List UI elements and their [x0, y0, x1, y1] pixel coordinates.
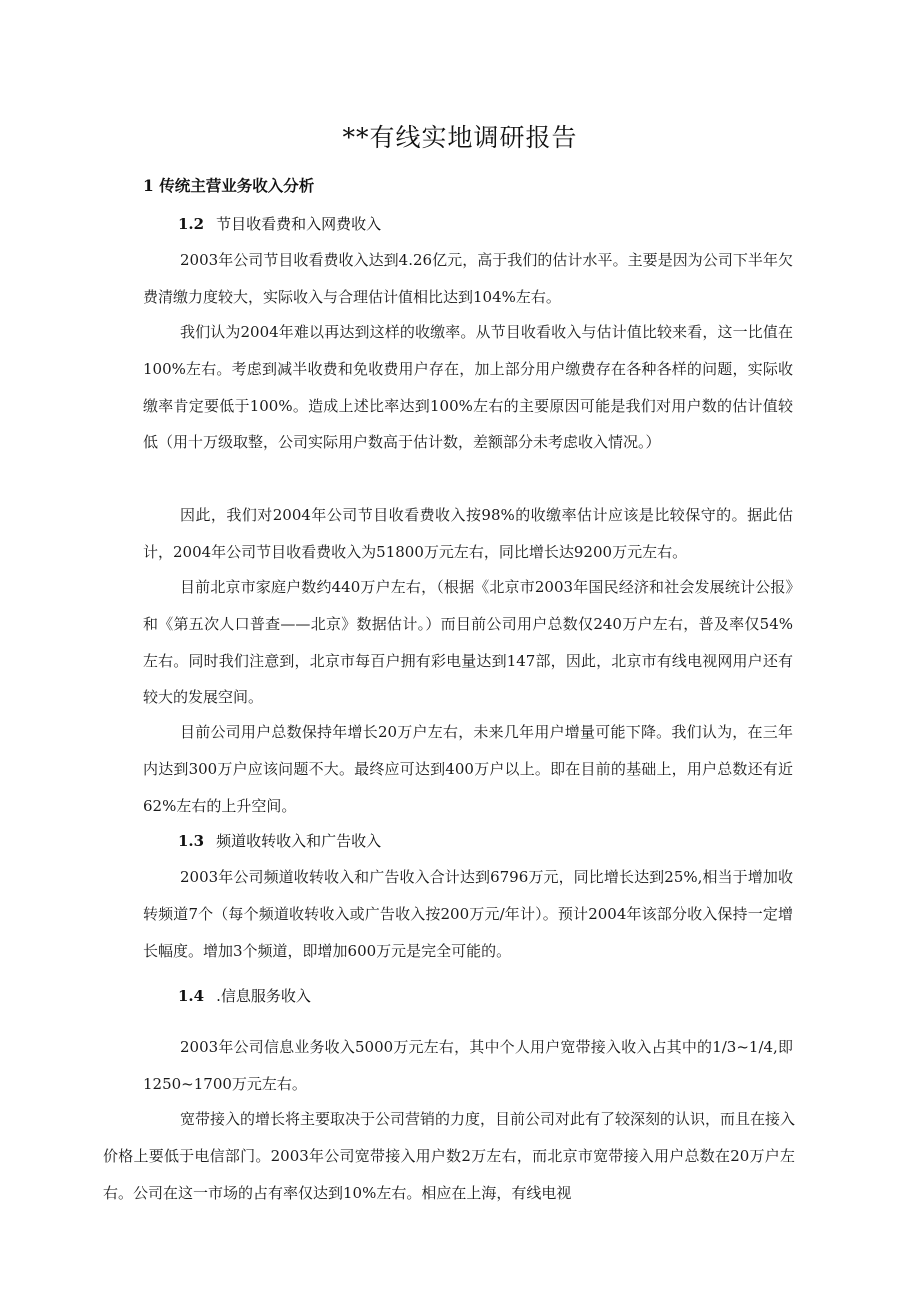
- paragraph: 2003年公司节目收看费收入达到4.26亿元，高于我们的估计水平。主要是因为公司下半年欠费清缴力度较大，实际收入与合理估计值相比达到104%左右。: [143, 251, 793, 306]
- subsection-title: 节目收看费和入网费收入: [216, 215, 382, 233]
- paragraph: 目前北京市家庭户数约440万户左右，（根据《北京市2003年国民经济和社会发展统计公报》和《第五次人口普查——北京》数据估计。）而目前公司用户总数仅240万户左右，普及率仅54%左右。同时我们注意到，北京市每百户拥有彩电量达到147部，因此，北京市有线电视网用户还有较大的发展空间。: [143, 578, 793, 707]
- subsection-heading-1-4: [178, 985, 311, 1006]
- section-number: 1: [143, 176, 154, 195]
- paragraph: 因此，我们对2004年公司节目收看费收入按98%的收缴率估计应该是比较保守的。据此估计，2004年公司节目收看费收入为51800万元左右，同比增长达9200万元左右。: [143, 506, 793, 561]
- subsection-number: 1.2: [178, 215, 205, 233]
- subsection-title: 频道收转收入和广告收入: [216, 832, 382, 850]
- paragraph: 2003年公司频道收转收入和广告收入合计达到6796万元，同比增长达到25%,相当于增加收转频道7个（每个频道收转收入或广告收入按200万元/年计）。预计2004年该部分收入保持一定增长幅度。增加3个频道，即增加600万元是完全可能的。: [143, 868, 793, 960]
- document-title: **有线实地调研报告: [342, 123, 578, 152]
- paragraph: 2003年公司信息业务收入5000万元左右，其中个人用户宽带接入收入占其中的1/3~1/4,即1250~1700万元左右。: [143, 1038, 793, 1093]
- paragraph: 宽带接入的增长将主要取决于公司营销的力度，目前公司对此有了较深刻的认识，而且在接入价格上要低于电信部门。2003年公司宽带接入用户数2万左右，而北京市宽带接入用户总数在20万户左右。公司在这一市场的占有率仅达到10%左右。相应在上海，有线电视: [103, 1110, 796, 1202]
- subsection-heading-1-2: [178, 213, 381, 234]
- paragraph: 目前公司用户总数保持年增长20万户左右，未来几年用户增量可能下降。我们认为，在三年内达到300万户应该问题不大。最终应可达到400万户以上。即在目前的基础上，用户总数还有近62%左右的上升空间。: [143, 723, 793, 815]
- section-title: 传统主营业务收入分析: [159, 176, 315, 195]
- paragraph: 我们认为2004年难以再达到这样的收缴率。从节目收看收入与估计值比较来看，这一比值在100%左右。考虑到减半收费和免收费用户存在，加上部分用户缴费存在各种各样的问题，实际收缴率肯定要低于100%。造成上述比率达到100%左右的主要原因可能是我们对用户数的估计值较低（用十万级取整，公司实际用户数高于估计数，差额部分未考虑收入情况。）: [143, 323, 793, 452]
- subsection-number: 1.4: [178, 987, 205, 1005]
- subsection-title: .信息服务收入: [216, 987, 311, 1005]
- section-heading-1: [143, 174, 314, 196]
- subsection-heading-1-3: [178, 830, 381, 851]
- subsection-number: 1.3: [178, 832, 205, 850]
